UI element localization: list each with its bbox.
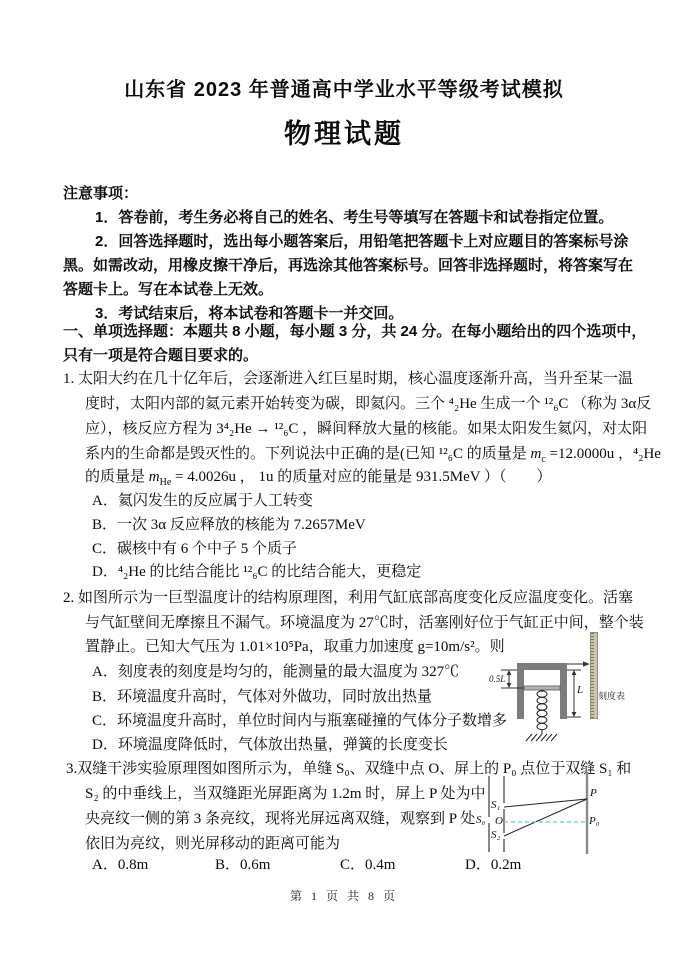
ray-s2-to-p [504,799,587,836]
label-p: P [590,787,597,799]
full-length-label: L [577,684,584,696]
q3-option-c: C．0.4m [340,857,396,873]
q2-line-2: 与气缸壁间无摩擦且不漏气。环境温度为 27℃时，活塞刚好位于气缸正中间，整个装 [85,615,644,631]
mass-subscript: c [541,454,546,465]
notice-item-2-line-1: 2．回答选择题时，选出每小题答案后，用铅笔把答题卡上对应题目的答案标号涂 [95,233,629,250]
q2-line-1: 2. 如图所示为一巨型温度计的结构原理图，利用气缸底部高度变化反应温度变化。活塞 [63,590,634,606]
label-p0: P₀ [589,815,600,827]
label-s0: S₀ [476,814,486,826]
ray-s1-to-p [504,799,587,807]
q2-option-d: D．环境温度降低时，气体放出热量，弹簧的长度变长 [92,737,448,753]
notice-item-3: 3．考试结束后，将本试卷和答题卡一并交回。 [95,305,404,322]
mass-subscript: He [159,477,172,488]
page-subtitle: 物理试题 [284,119,404,149]
q3-line-4: 依旧为亮纹，则光屏移动的距离可能为 [85,836,341,852]
q1-line-5 [85,467,552,493]
q3-option-b: B．0.6m [215,857,271,873]
notice-heading: 注意事项： [63,185,139,202]
q2-line-3: 置静止。已知大气压为 1.01×10⁵Pa，取重力加速度 g=10m/s²。则 [85,639,505,655]
label-s1: S₁ [491,799,501,811]
q1-line-4-text: 系内的生命都是毁灭性的。下列说法中正确的是(已知 ¹²₆C 的质量是 [85,446,531,462]
piston [524,686,560,690]
arrowhead-up [572,670,577,675]
q3-option-a: A．0.8m [92,857,149,873]
arrowhead-up [507,670,512,675]
pointer-arrow [567,661,590,666]
half-length-label: 0.5L [489,674,506,684]
q1-option-a: A．氦闪发生的反应属于人工转变 [92,493,313,509]
q1-line-3: 应），核反应方程为 3⁴₂He → ¹²₆C ，瞬间释放大量的核能。如果太阳发生氦闪，对太阳 [85,421,648,437]
section-heading-line-2: 只有一项是符合题目要求的。 [63,347,259,364]
q1-option-c: C．碳核中有 6 个中子 5 个质子 [92,541,298,557]
notice-item-1: 1．答卷前，考生务必将自己的姓名、考生号等填写在答题卡和试卷指定位置。 [95,209,614,226]
q1-line-5-text: 的质量是 [85,469,149,485]
q1-line-1: 1. 太阳大约在几十亿年后，会逐渐进入红巨星时期，核心温度逐渐升高，当升至某一温 [63,371,634,387]
q2-option-a: A．刻度表的刻度是均匀的，能测量的最大温度为 327℃ [92,664,460,680]
section-heading-line-1: 一、单项选择题：本题共 8 小题，每小题 3 分，共 24 分。在每小题给出的四个选项中， [63,323,647,340]
q2-option-b: B．环境温度升高时，气体对外做功，同时放出热量 [92,689,433,705]
label-s2: S₂ [491,829,501,841]
ground-hatch [526,734,557,741]
q1-line-5-tail: = 4.0026u ， 1u 的质量对应的能量是 931.5MeV ）（ ） [171,469,552,485]
page-title: 山东省 2023 年普通高中学业水平等级考试模拟 [124,79,564,101]
q1-option-b: B．一次 3α 反应释放的核能为 7.2657MeV [92,517,366,533]
arrowhead-down [507,683,512,688]
mass-symbol: m [530,446,542,462]
spring [537,690,547,734]
q2-option-c: C．环境温度升高时，单位时间内与瓶塞碰撞的气体分子数增多 [92,713,508,729]
mass-symbol: m [148,469,160,485]
q3-line-3: 央亮纹一侧的第 3 条亮纹，现将光屏远离双缝，观察到 P 处 [85,811,476,827]
notice-item-2-line-2: 黑。如需改动，用橡皮擦干净后，再选涂其他答案标号。回答非选择题时，将答案写在 [63,257,634,274]
q1-line-4-tail: =12.0000u ，⁴₂He [545,446,661,462]
page-number: 第 1 页 共 8 页 [289,889,398,903]
q1-option-d: D．⁴₂He 的比结合能比 ¹²₆C 的比结合能大，更稳定 [92,564,422,580]
q3-option-d: D．0.2m [465,857,522,873]
arrowhead-down [572,712,577,717]
thermometer-figure [486,622,688,764]
q3-line-1: 3.双缝干涉实验原理图如图所示为，单缝 S₀、双缝中点 O、屏上的 P₀ 点位于双缝 S₁ 和 [66,761,632,777]
notice-item-2-line-3: 答题卡上。写在本试卷上无效。 [63,281,274,298]
scale-label: 刻度表 [598,691,626,701]
q3-line-2: S₂ 的中垂线上，当双缝距光屏距离为 1.2m 时，屏上 P 处为中 [85,786,486,802]
q1-line-2: 度时，太阳内部的氦元素开始转变为碳，即氦闪。三个 ⁴₂He 生成一个 ¹²₆C （称为 3α反 [85,396,652,412]
label-o: O [495,815,503,827]
scale-ruler [590,632,598,719]
